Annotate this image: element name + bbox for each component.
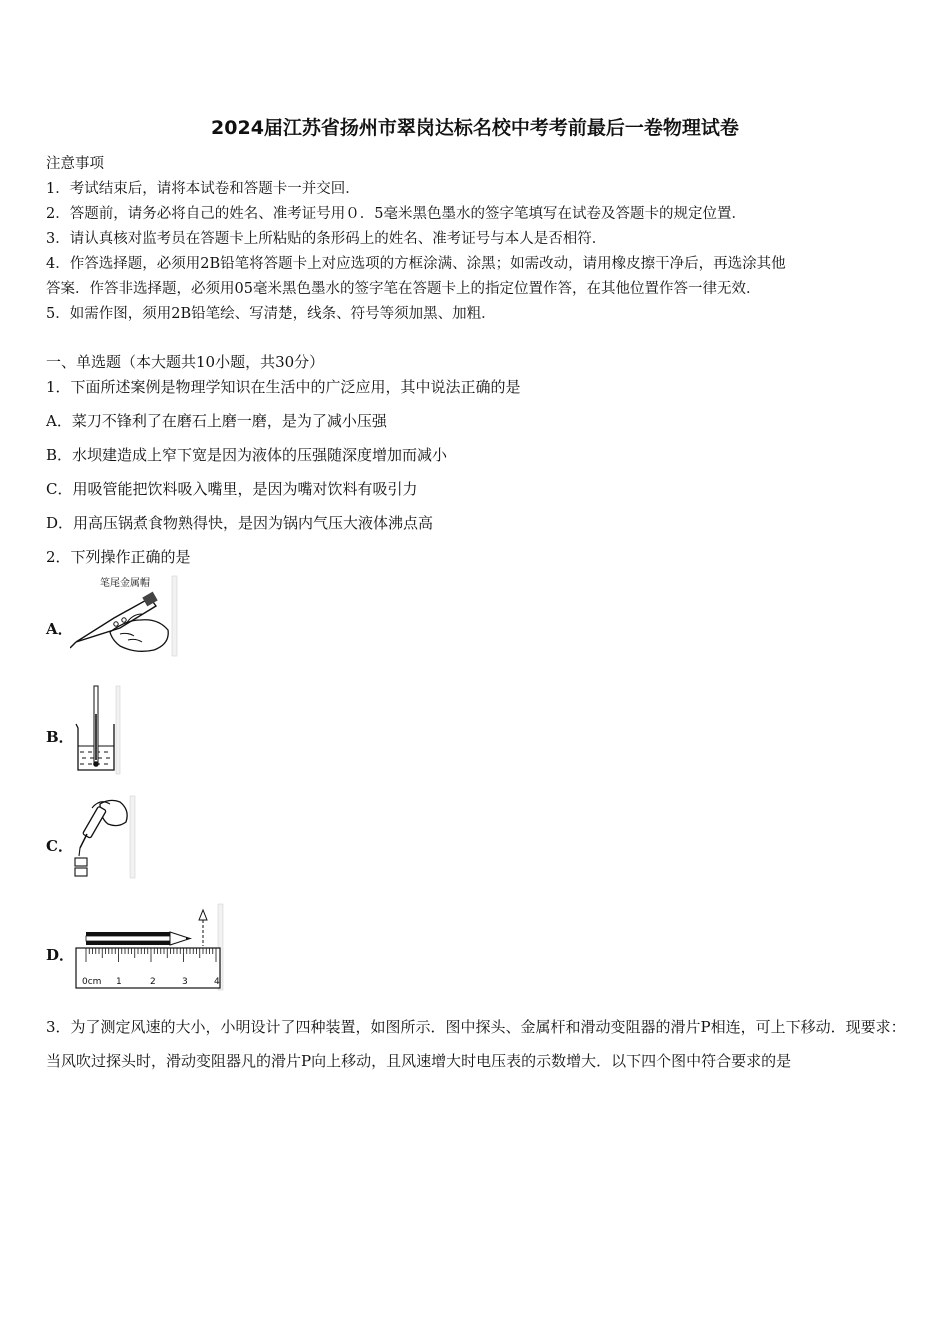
ruler-label-2: 2 [150,977,156,987]
notice-item: 答案．作答非选择题，必须用05毫米黑色墨水的签字笔在答题卡上的指定位置作答，在其他位置作答一律无效． [46,281,761,297]
figure-pencil-ruler [72,902,224,992]
question-2-stem: 2．下列操作正确的是 [46,548,191,566]
notice-item: 2．答题前，请务必将自己的姓名、准考证号用０．5毫米黑色墨水的签字笔填写在试卷及答题卡的规定位置． [46,206,746,222]
question-1-option-a: A．菜刀不锋利了在磨石上磨一磨，是为了减小压强 [46,412,387,430]
ruler-label-1: 1 [116,977,122,987]
question-2-label-a: A． [46,620,73,638]
question-2-label-c: C． [46,837,73,855]
figure-thermometer-beaker [72,684,122,776]
question-1-option-c: C．用吸管能把饮料吸入嘴里，是因为嘴对饮料有吸引力 [46,480,418,498]
question-1-option-b: B．水坝建造成上窄下宽是因为液体的压强随深度增加而减小 [46,446,448,464]
ruler-label-0: 0cm [82,977,102,987]
question-2-label-b: B． [46,728,74,746]
ruler-label-4: 4 [214,977,220,987]
notice-item: 3．请认真核对监考员在答题卡上所粘贴的条形码上的姓名、准考证号与本人是否相符． [46,231,607,247]
question-3-stem: 3．为了测定风速的大小，小明设计了四种装置，如图所示．图中探头、金属杆和滑动变阻器的滑片P相连，可上下移动．现要求：当风吹过探头时，滑动变阻器凡的滑片P向上移动，且风速增大时电压表的示数增大．以下四个图中符合要求的是 [46,1018,906,1070]
question-1-option-d: D．用高压锅煮食物熟得快，是因为锅内气压大液体沸点高 [46,514,434,532]
figure-dropper-hand [70,794,136,880]
notice-item: 4．作答选择题，必须用2B铅笔将答题卡上对应选项的方框涂满、涂黑；如需改动，请用橡皮擦干净后，再选涂其他 [46,256,786,272]
notice-item: 5．如需作图，须用2B铅笔绘、写清楚，线条、符号等须加黑、加粗． [46,306,496,322]
question-2-label-d: D． [46,946,75,964]
section-heading: 一、单选题（本大题共10小题，共30分） [46,353,325,371]
ruler-label-3: 3 [182,977,188,987]
figure-a-caption: 笔尾金属帽 [100,578,150,589]
question-1-stem: 1．下面所述案例是物理学知识在生活中的广泛应用，其中说法正确的是 [46,378,521,396]
notice-item: 1．考试结束后，请将本试卷和答题卡一并交回． [46,181,360,197]
notice-heading: 注意事项 [46,156,104,172]
figure-test-pencil [70,574,178,658]
page-title: 2024届江苏省扬州市翠岗达标名校中考考前最后一卷物理试卷 [211,117,739,139]
